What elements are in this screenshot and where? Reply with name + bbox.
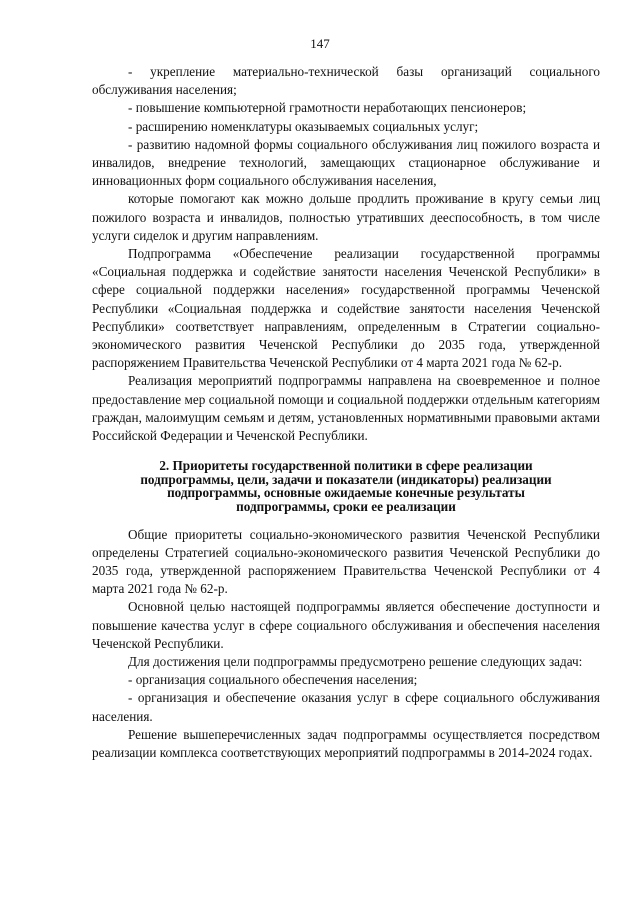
paragraph: Решение вышеперечисленных задач подпрограммы осуществляется посредством реализации комплекса соответствующих мероприятий подпрограммы в 2014-2024 годах. [92,726,600,761]
paragraph: - повышение компьютерной грамотности неработающих пенсионеров; [128,100,527,116]
page-number: 147 [310,36,330,51]
paragraph: Подпрограмма «Обеспечение реализации государственной программы «Социальная поддержка и содействие занятости населения Чеченской Республики» в сфере социальной поддержки населения» государственной программы Чеченской Республики «Социальная поддержка и содействие занятости населения Чеченской Республики» соответствует направлениям, определенным в Стратегии социально-экономического развития Чеченской Республики до 2035 года, утвержденной распоряжением Правительства Чеченской Республики от 4 марта 2021 года № 62-р. [92,246,600,371]
paragraph: - укрепление материально-технической базы организаций социального обслуживания населения; [92,64,600,98]
paragraph: которые помогают как можно дольше продлить проживание в кругу семьи лиц пожилого возраста и инвалидов, полностью утративших дееспособность, в том числе услуги сиделок и другим направлениям. [92,191,600,243]
paragraph: - расширению номенклатуры оказываемых социальных услуг; [128,118,479,134]
paragraph: Общие приоритеты социально-экономического развития Чеченской Республики определены Стратегией социально-экономического развития Чеченской Республики до 2035 года, утвержденной распоряжением Правительства Чеченской Республики от 4 марта 2021 года № 62-р. [92,526,600,597]
heading-line: 2. Приоритеты государственной политики в сфере реализации [159,458,533,474]
heading-line: подпрограммы, основные ожидаемые конечные результаты [167,485,525,501]
paragraph: Основной целью настоящей подпрограммы является обеспечение доступности и повышение качества услуг в сфере социального обслуживания и обеспечения населения Чеченской Республики. [92,599,600,651]
paragraph: Для достижения цели подпрограммы предусмотрено решение следующих задач: [128,654,583,670]
paragraph: - развитию надомной формы социального обслуживания лиц пожилого возраста и инвалидов, внедрение технологий, замещающих стационарное обслуживание и инновационных форм социального обслуживания населения, [92,136,600,189]
paragraph: Реализация мероприятий подпрограммы направлена на своевременное и полное предоставление мер социальной помощи и социальной поддержки отдельным категориям граждан, малоимущим семьям и детям, установленных нормативными правовыми актами Российской Федерации и Чеченской Республики. [92,373,600,444]
page-content [92,63,600,762]
paragraph: - организация и обеспечение оказания услуг в сфере социального обслуживания населения. [92,690,600,724]
section-heading [92,459,600,513]
heading-line: подпрограммы, сроки ее реализации [236,499,456,515]
paragraph: - организация социального обеспечения населения; [128,672,418,688]
heading-line: подпрограммы, цели, задачи и показатели (индикаторы) реализации [140,471,552,487]
